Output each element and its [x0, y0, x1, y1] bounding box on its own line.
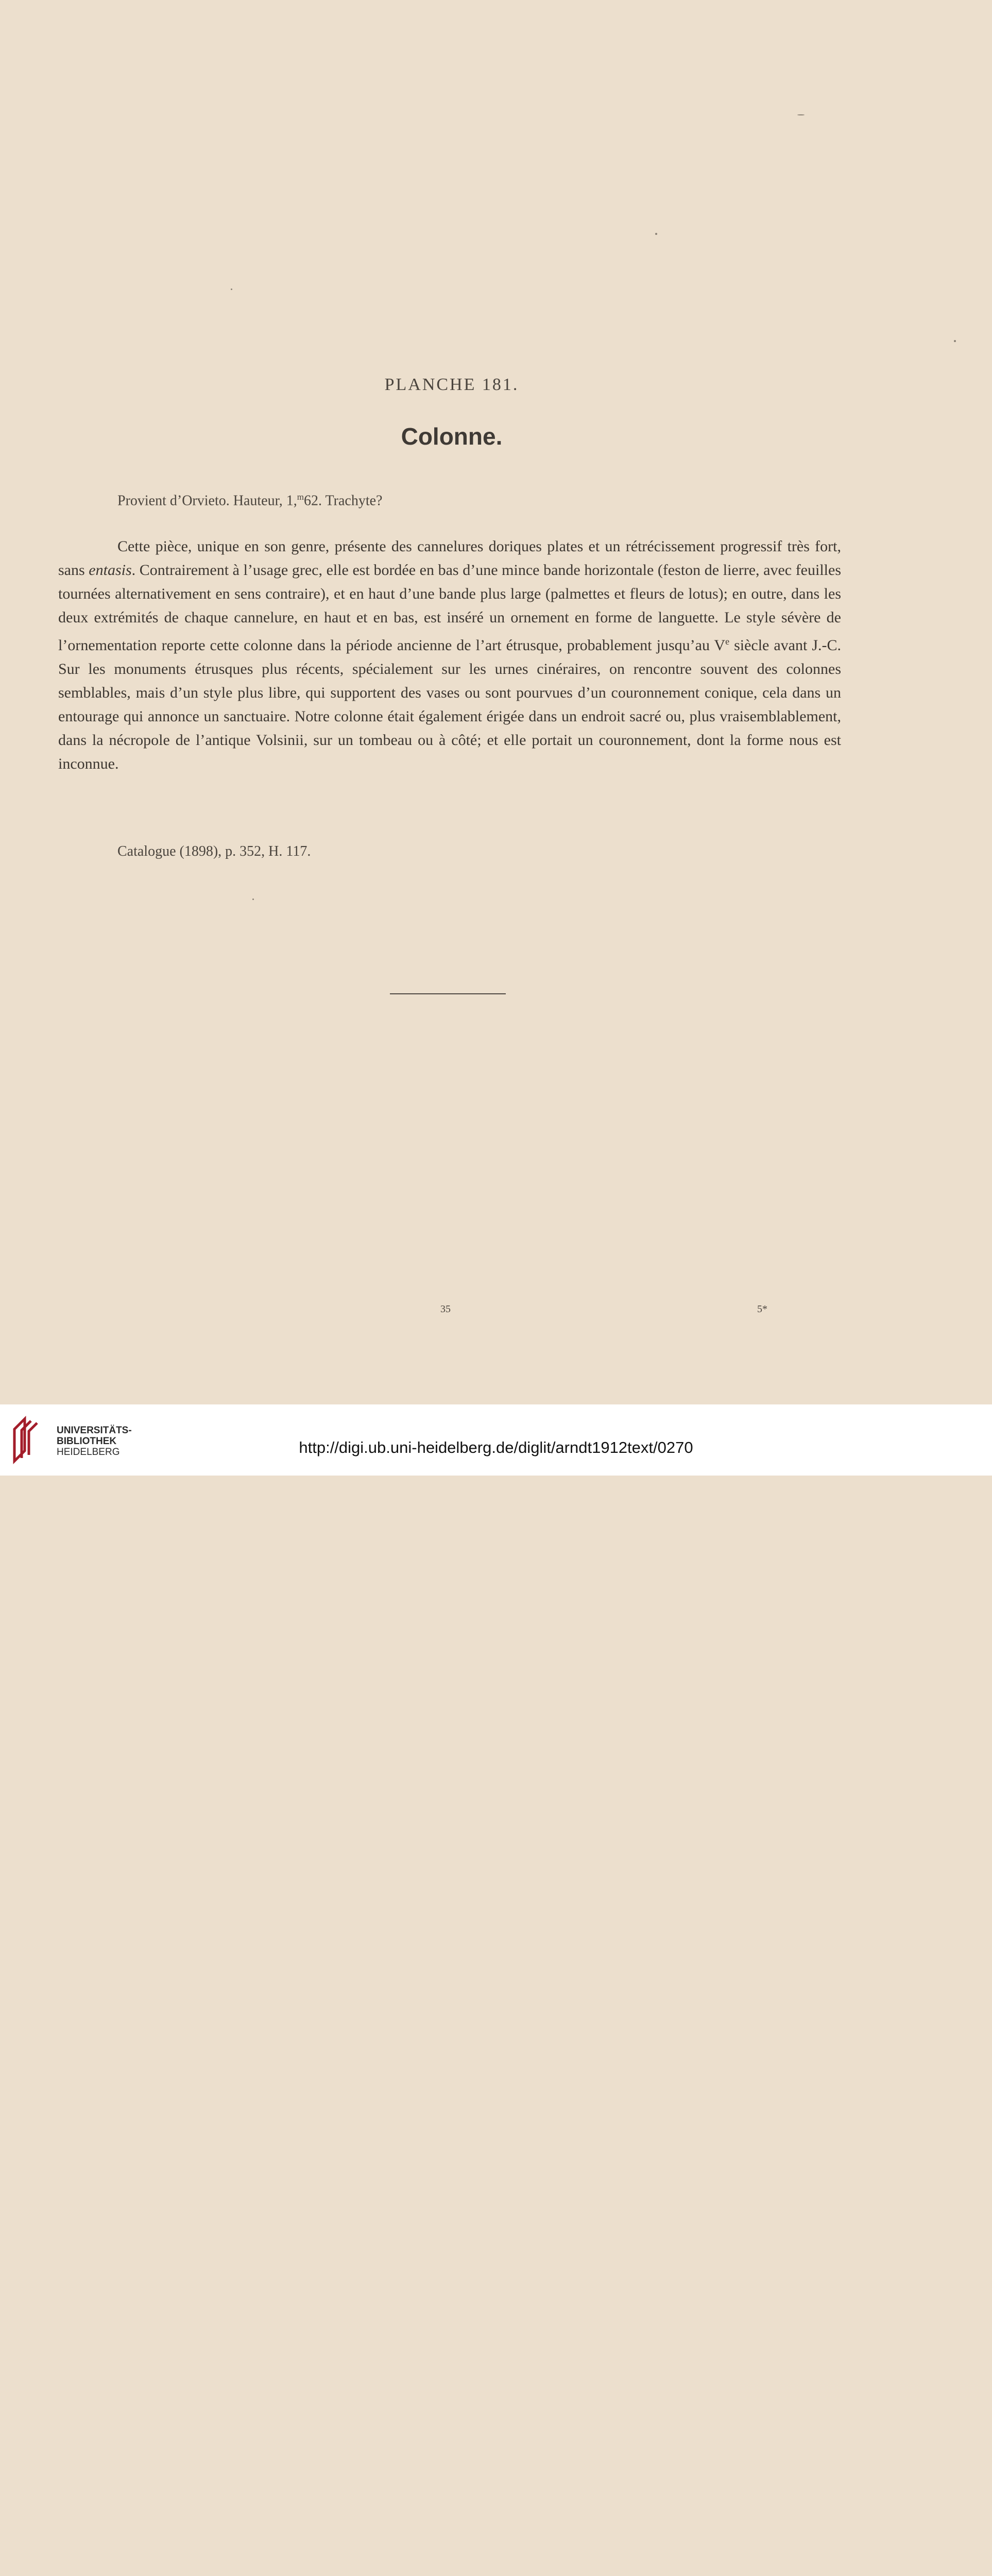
paper-speck — [231, 289, 232, 290]
body-superscript: e — [725, 636, 730, 647]
provenance-text: Provient d’Orvieto. Hauteur, 1, — [117, 493, 297, 509]
body-paragraph — [58, 535, 841, 776]
provenance-text-end: 62. Trachyte? — [304, 493, 383, 509]
catalogue-reference: Catalogue (1898), p. 352, H. 117. — [117, 843, 311, 859]
section-separator — [390, 993, 506, 994]
page-number: 35 — [440, 1303, 451, 1315]
paper-speck — [252, 899, 254, 900]
provenance-unit: m — [297, 492, 304, 502]
permalink-url[interactable]: http://digi.ub.uni-heidelberg.de/diglit/arndt1912text/0270 — [299, 1438, 693, 1456]
paper-speck — [655, 233, 657, 235]
body-text-part: siècle avant J.-C. Sur les monuments étrusques plus récents, spécialement sur les urnes cinéraires, on rencontre souvent des colonnes semblables, mais d’un style plus libre, qui supportent des vases ou sont pourvues d’un couronnement conique, cela dans un entourage qui annonce un sanctuaire. Notre colonne était également érigée dans un endroit sacré ou, plus vraisemblablement, dans la nécropole de l’antique Volsinii, sur un tombeau ou à côté; et elle portait un couronnement, dont la forme nous est inconnue. — [58, 637, 841, 772]
plate-label: PLANCHE 181. — [384, 375, 519, 394]
library-name-line: BIBLIOTHEK — [57, 1436, 117, 1447]
library-name-line: UNIVERSITÄTS- — [57, 1425, 132, 1436]
signature-mark: 5* — [757, 1303, 767, 1315]
provenance-line — [117, 492, 382, 509]
page-title: Colonne. — [401, 423, 503, 450]
body-text-part: Cette pièce, unique en son genre, présente des cannelures doriques plates et un rétrécissement progressif très fort, sans — [58, 538, 841, 579]
library-name-line: HEIDELBERG — [57, 1447, 120, 1458]
body-text-part: . Contrairement à l’usage grec, elle est bordée en bas d’une mince bande horizontale (feston de lierre, avec feuilles tournées alternativement en sens contraire), et en haut d’une bande plus large (palmettes et fleurs de lotus); en outre, dans les deux extrémités de chaque cannelure, en haut et en bas, est inséré un ornement en forme de languette. Le style sévère de l’ornementation reporte cette colonne dans la période ancienne de l’art étrusque, probablement jusqu’au V — [58, 562, 841, 654]
paper-speck — [797, 114, 805, 115]
paper-speck — [954, 340, 956, 342]
body-emphasis: entasis — [89, 562, 132, 579]
